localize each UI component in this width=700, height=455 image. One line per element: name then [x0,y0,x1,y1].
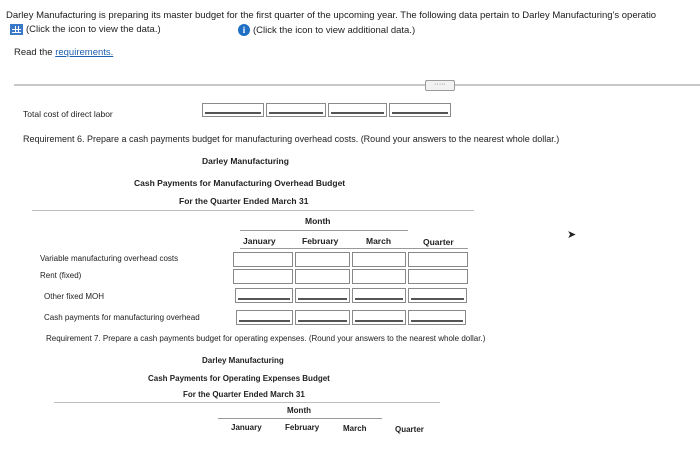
cash-moh-mar-input[interactable] [352,310,406,325]
req6-col-march: March [366,236,392,246]
rent-mar-input[interactable] [352,269,406,284]
view-additional-data-label[interactable]: (Click the icon to view additional data.) [253,24,416,36]
view-data-label[interactable]: (Click the icon to view the data.) [26,24,161,35]
direct-labor-jan-input[interactable] [202,103,264,117]
req6-month-header: Month [305,216,331,226]
req7-month-header: Month [287,406,311,415]
read-requirements [14,47,113,58]
variable-moh-feb-input[interactable] [295,252,350,267]
req7-period: For the Quarter Ended March 31 [183,390,305,399]
direct-labor-quarter-input[interactable] [389,103,451,117]
data-table-icon[interactable] [10,24,23,35]
req6-column-underline [240,248,468,249]
direct-labor-mar-input[interactable] [328,103,387,117]
req6-header-rule [32,210,474,211]
rent-jan-input[interactable] [233,269,293,284]
req7-col-quarter: Quarter [395,425,424,434]
cash-moh-jan-input[interactable] [236,310,293,325]
row-other-fixed-moh-label: Other fixed MOH [44,292,105,301]
req6-col-february: February [302,236,339,246]
variable-moh-mar-input[interactable] [352,252,406,267]
req6-period: For the Quarter Ended March 31 [179,196,309,206]
row-variable-moh-label: Variable manufacturing overhead costs [40,254,179,263]
other-moh-jan-input[interactable] [235,288,293,303]
view-additional-data-link[interactable] [238,24,415,36]
cash-moh-feb-input[interactable] [295,310,350,325]
direct-labor-total-label: Total cost of direct labor [23,109,113,119]
req7-title: Cash Payments for Operating Expenses Budget [148,374,330,383]
section-divider [14,84,700,86]
requirements-link[interactable]: requirements. [55,47,114,58]
req7-month-underline [218,418,382,419]
req7-header-rule [54,402,440,403]
req7-col-march: March [343,424,367,433]
row-rent-label: Rent (fixed) [40,271,82,280]
other-moh-mar-input[interactable] [352,288,406,303]
read-prefix: Read the [14,47,56,58]
view-data-link[interactable] [10,24,161,35]
cash-moh-quarter-input[interactable] [408,310,466,325]
req7-col-january: January [231,423,262,432]
req6-col-january: January [243,236,276,246]
row-cash-payments-moh-label: Cash payments for manufacturing overhead [44,313,200,322]
expand-button[interactable]: ····· [425,80,455,91]
variable-moh-quarter-input[interactable] [408,252,468,267]
rent-feb-input[interactable] [295,269,350,284]
req6-company: Darley Manufacturing [202,156,289,166]
variable-moh-jan-input[interactable] [233,252,293,267]
info-icon[interactable]: i [238,24,250,36]
req7-col-february: February [285,423,320,432]
direct-labor-feb-input[interactable] [266,103,326,117]
requirement-7-heading [46,334,485,343]
mouse-cursor-icon: ➤ [567,229,577,241]
req6-month-underline [240,230,408,231]
other-moh-feb-input[interactable] [295,288,350,303]
requirement-7-text: Requirement 7. Prepare a cash payments budget for operating expenses. (Round your answers to the nearest whole dollar.) [46,334,486,343]
req7-company: Darley Manufacturing [202,356,284,365]
other-moh-quarter-input[interactable] [408,288,467,303]
req6-col-quarter: Quarter [423,237,454,247]
rent-quarter-input[interactable] [408,269,468,284]
requirement-6-heading [23,134,559,144]
req6-title: Cash Payments for Manufacturing Overhead Budget [134,178,346,188]
requirement-6-text: Requirement 6. Prepare a cash payments budget for manufacturing overhead costs. (Round your answers to the nearest whole dollar.) [23,134,560,144]
intro-text: Darley Manufacturing is preparing its master budget for the first quarter of the upcoming year. The following data pertain to Darley Manufacturing's operatio [6,10,657,21]
